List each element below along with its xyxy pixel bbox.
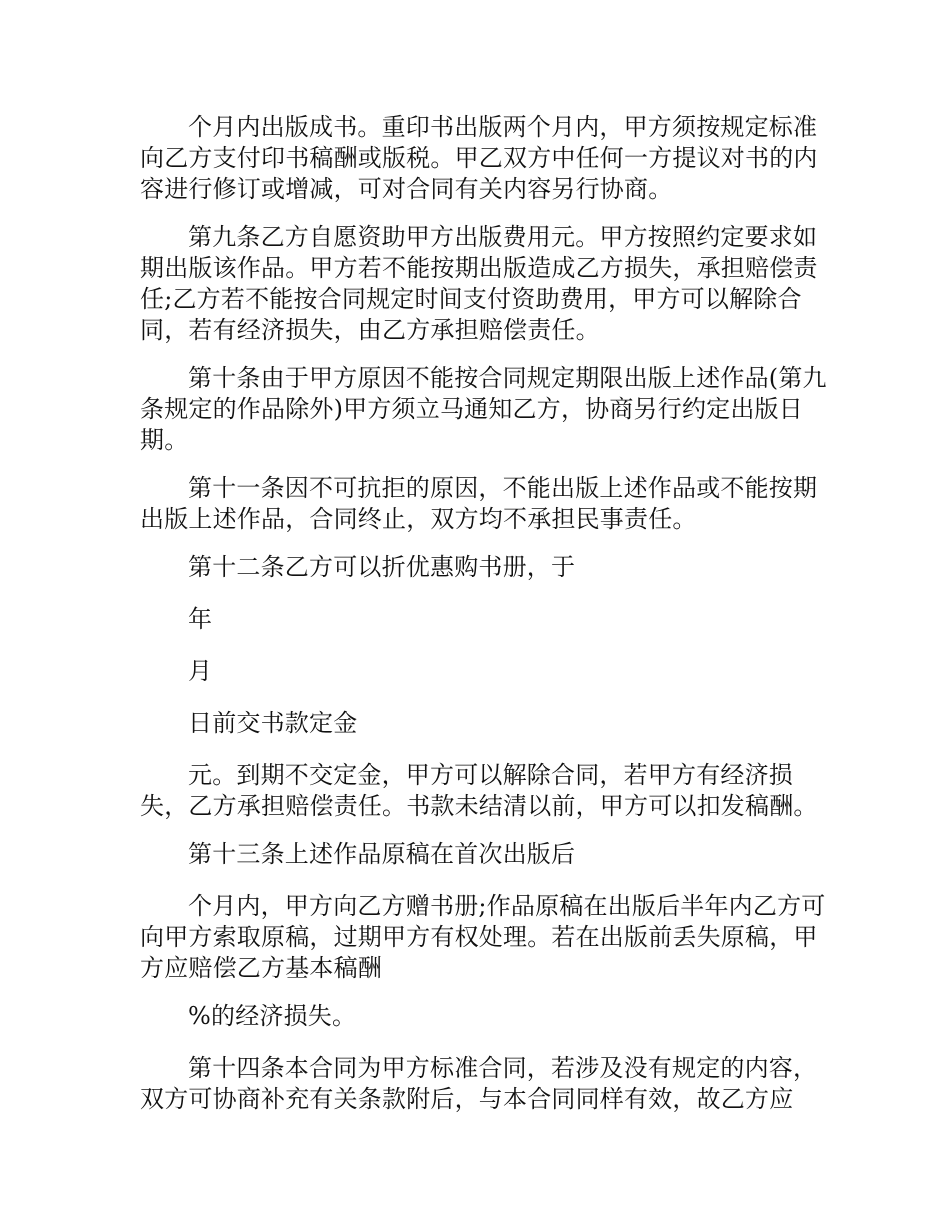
paragraph-loss-percent: %的经济损失。 — [188, 1002, 357, 1030]
paragraph-year: 年 — [188, 605, 213, 633]
paragraph-article-11: 第十一条因不可抗拒的原因，不能出版上述作品或不能按期出版上述作品，合同终止，双方均不承担民事责任。 — [140, 474, 818, 533]
paragraph-deposit-date: 日前交书款定金 — [188, 709, 358, 737]
paragraph-1: 个月内出版成书。重印书出版两个月内，甲方须按规定标准向乙方支付印书稿酬或版税。甲乙双方中任何一方提议对书的内容进行修订或增减，可对合同有关内容另行协商。 — [140, 113, 818, 203]
paragraph-article-13: 第十三条上述作品原稿在首次出版后 — [188, 840, 576, 868]
paragraph-manuscript-terms: 个月内，甲方向乙方赠书册;作品原稿在出版后半年内乙方可向甲方索取原稿，过期甲方有权处理。若在出版前丢失原稿，甲方应赔偿乙方基本稿酬 — [140, 892, 826, 982]
paragraph-article-9: 第九条乙方自愿资助甲方出版费用元。甲方按照约定要求如期出版该作品。甲方若不能按期出版造成乙方损失，承担赔偿责任;乙方若不能按合同规定时间支付资助费用，甲方可以解除合同，若有经济损失，由乙方承担赔偿责任。 — [140, 223, 818, 344]
paragraph-deposit-terms: 元。到期不交定金，甲方可以解除合同，若甲方有经济损失，乙方承担赔偿责任。书款未结清以前，甲方可以扣发稿酬。 — [140, 761, 818, 820]
paragraph-article-14: 第十四条本合同为甲方标准合同，若涉及没有规定的内容，双方可协商补充有关条款附后，与本合同同样有效，故乙方应 — [140, 1054, 818, 1113]
paragraph-month: 月 — [188, 657, 213, 685]
paragraph-article-10: 第十条由于甲方原因不能按合同规定期限出版上述作品(第九条规定的作品除外)甲方须立马通知乙方，协商另行约定出版日期。 — [140, 364, 827, 454]
paragraph-article-12: 第十二条乙方可以折优惠购书册，于 — [188, 553, 576, 581]
